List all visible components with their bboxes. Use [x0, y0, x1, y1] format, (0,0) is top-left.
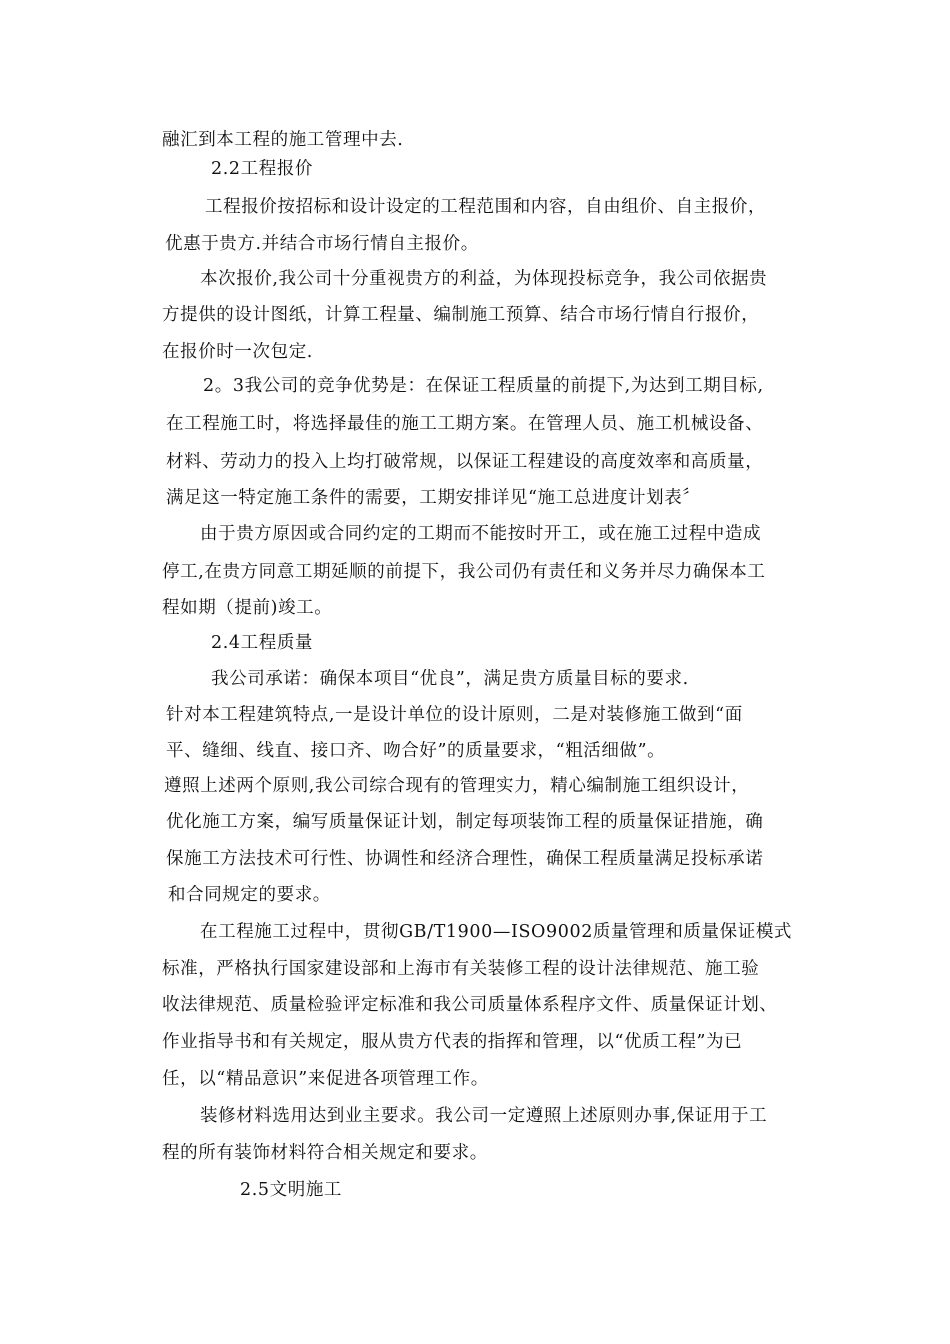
text-line: 作业指导书和有关规定，服从贵方代表的指挥和管理，以“优质工程”为已 [162, 1032, 743, 1052]
text-line: 2。3我公司的竞争优势是：在保证工程质量的前提下,为达到工期目标, [203, 376, 764, 396]
text-line: 停工,在贵方同意工期延顺的前提下，我公司仍有责任和义务并尽力确保本工 [162, 562, 766, 582]
section-heading: 2.5文明施工 [240, 1180, 343, 1200]
text-line: 保施工方法技术可行性、协调性和经济合理性，确保工程质量满足投标承诺 [166, 849, 764, 869]
text-line: 融汇到本工程的施工管理中去. [162, 130, 404, 150]
text-line: 收法律规范、质量检验评定标准和我公司质量体系程序文件、质量保证计划、 [162, 995, 778, 1015]
text-line: 满足这一特定施工条件的需要，工期安排详见“施工总进度计划表〞 [166, 488, 701, 508]
text-line: 针对本工程建筑特点,一是设计单位的设计原则，二是对装修施工做到“面 [166, 705, 743, 725]
text-line: 由于贵方原因或合同约定的工期而不能按时开工，或在施工过程中造成 [200, 524, 762, 544]
text-line: 工程报价按招标和设计设定的工程范围和内容，自由组价、自主报价， [205, 197, 767, 217]
text-line: 在报价时一次包定. [162, 342, 313, 362]
text-line: 和合同规定的要求。 [168, 885, 331, 905]
section-heading: 2.4工程质量 [211, 633, 314, 653]
text-line: 我公司承诺：确保本项目“优良”，满足贵方质量目标的要求. [211, 669, 689, 689]
text-line: 本次报价,我公司十分重视贵方的利益，为体现投标竞争，我公司依据贵 [200, 269, 768, 289]
text-line: 优惠于贵方.并结合市场行情自主报价。 [165, 234, 479, 254]
text-line: 任，以“精品意识”来促进各项管理工作。 [162, 1069, 489, 1089]
text-line: 方提供的设计图纸，计算工程量、编制施工预算、结合市场行情自行报价， [162, 305, 760, 325]
text-line: 程的所有装饰材料符合相关规定和要求。 [162, 1143, 488, 1163]
section-heading: 2.2工程报价 [211, 159, 314, 179]
text-line: 优化施工方案，编写质量保证计划，制定每项装饰工程的质量保证措施，确 [166, 812, 764, 832]
text-line: 在工程施工时，将选择最佳的施工工期方案。在管理人员、施工机械设备、 [166, 414, 764, 434]
text-line: 平、缝细、线直、接口齐、吻合好”的质量要求，“粗活细做”。 [166, 741, 666, 761]
text-line: 遵照上述两个原则,我公司综合现有的管理实力，精心编制施工组织设计， [164, 776, 750, 796]
text-line: 程如期（提前)竣工。 [162, 598, 333, 618]
text-line: 标准，严格执行国家建设部和上海市有关装修工程的设计法律规范、施工验 [162, 959, 760, 979]
text-line: 装修材料选用达到业主要求。我公司一定遵照上述原则办事,保证用于工 [200, 1106, 768, 1126]
text-line: 在工程施工过程中，贯彻GB/T1900—ISO9002质量管理和质量保证模式 [200, 922, 793, 942]
text-line: 材料、劳动力的投入上均打破常规，以保证工程建设的高度效率和高质量， [166, 452, 764, 472]
